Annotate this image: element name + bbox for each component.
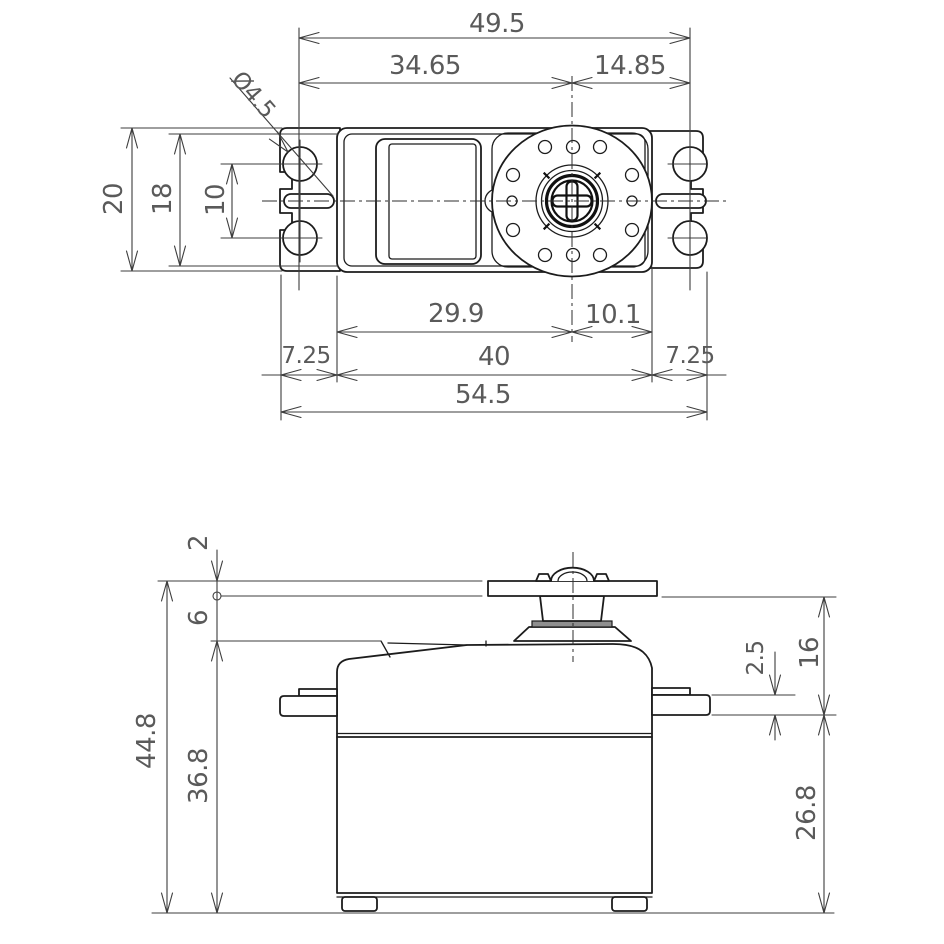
dim-case-height: 36.8: [184, 748, 214, 804]
dim-hole-pitch: 10: [201, 183, 231, 217]
dim-flange-width: 20: [99, 182, 129, 216]
dim-overall-height: 44.8: [132, 713, 162, 769]
dim-shaft-to-right-holes: 14.85: [594, 51, 666, 81]
top-view: [262, 76, 726, 342]
dim-horn-plate-thickness: 2: [184, 534, 214, 552]
left-foot: [342, 897, 377, 911]
dim-flange-bottom-to-case-bottom: 26.8: [792, 785, 822, 841]
shaft-collar: [540, 596, 604, 621]
dim-case-length: 40: [477, 342, 511, 372]
dim-flange-thickness: 2.5: [743, 640, 769, 676]
right-flange-rib: [652, 688, 690, 695]
dim-mount-hole-dia: Ø4.5: [225, 66, 281, 124]
dim-left-holes-to-shaft: 34.65: [389, 51, 461, 81]
side-view: [280, 552, 710, 911]
right-flange-tab: [652, 695, 710, 715]
dim-horn-underside-to-flange-bottom: 16: [795, 636, 825, 670]
dim-left-flange-overhang: 7.25: [281, 343, 331, 369]
dim-shaft-to-case-right: 10.1: [585, 300, 641, 330]
horn-left-nub: [536, 574, 551, 581]
dim-case-left-to-shaft: 29.9: [428, 299, 484, 329]
left-flange-rib: [299, 689, 337, 696]
spline-washer: [532, 621, 612, 627]
side-case-outline: [337, 644, 652, 893]
dim-horn-underside-to-case-top: 6: [184, 609, 214, 627]
horn-right-nub: [594, 574, 609, 581]
dim-case-width: 18: [148, 182, 178, 216]
dim-overall-length: 54.5: [455, 380, 511, 410]
dim-right-flange-overhang: 7.25: [665, 343, 715, 369]
right-foot: [612, 897, 647, 911]
dim-mount-hole-span: 49.5: [469, 9, 525, 39]
left-flange-tab: [280, 696, 337, 716]
